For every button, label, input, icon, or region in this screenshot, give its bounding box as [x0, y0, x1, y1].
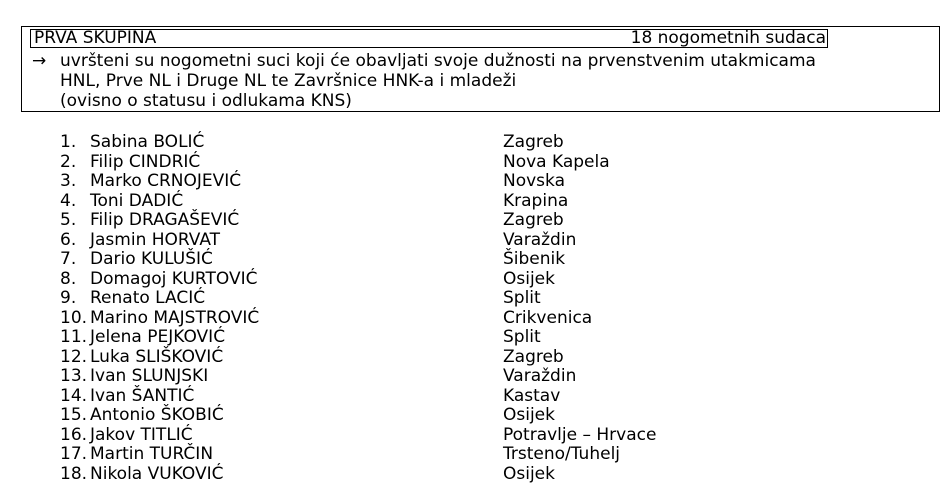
referee-name: Renato LACIĆ	[90, 288, 206, 308]
referee-city: Osijek	[503, 405, 555, 425]
referee-city: Zagreb	[503, 132, 564, 152]
referee-number: 4.	[60, 190, 77, 211]
referee-number: 7.	[60, 249, 77, 269]
referee-name: Filip CINDRIĆ	[90, 151, 201, 172]
referee-name: Jelena PEJKOVIĆ	[90, 327, 226, 347]
referee-name: Nikola VUKOVIĆ	[90, 463, 224, 484]
referee-city: Split	[503, 288, 541, 308]
description-line	[32, 51, 816, 71]
referee-number: 8.	[60, 268, 77, 289]
referee-number: 6.	[60, 229, 77, 250]
referee-number: 16.	[60, 424, 88, 445]
referee-name: Marko CRNOJEVIĆ	[90, 171, 242, 191]
referee-city: Kastav	[503, 385, 561, 406]
referee-number: 18.	[60, 463, 88, 484]
referee-number: 12.	[60, 346, 88, 367]
referee-city: Potravlje – Hrvace	[503, 424, 657, 445]
description-text: (ovisno o statusu i odlukama KNS)	[60, 91, 352, 111]
referee-city: Novska	[503, 171, 565, 191]
referee-name: Filip DRAGAŠEVIĆ	[90, 210, 240, 230]
group-description	[32, 51, 816, 111]
referee-number: 1.	[60, 132, 77, 152]
referee-number: 5.	[60, 210, 77, 230]
referee-city: Varaždin	[503, 229, 577, 250]
description-text: uvršteni su nogometni suci koji će obavljati svoje dužnosti na prvenstvenim utakmicama	[60, 51, 816, 71]
referee-name: Marino MAJSTROVIĆ	[90, 307, 260, 328]
referee-number: 11.	[60, 327, 88, 347]
arrow-icon: →	[32, 51, 47, 71]
group-title-bar	[30, 29, 828, 48]
referee-city: Zagreb	[503, 210, 564, 230]
referee-name: Martin TURČIN	[90, 444, 214, 464]
referee-number: 14.	[60, 385, 88, 406]
referee-name: Antonio ŠKOBIĆ	[90, 405, 224, 425]
referee-name: Domagoj KURTOVIĆ	[90, 268, 258, 289]
referee-name: Luka SLIŠKOVIĆ	[90, 346, 224, 367]
referee-city: Nova Kapela	[503, 151, 610, 172]
referee-number: 17.	[60, 444, 88, 464]
referee-number: 9.	[60, 288, 77, 308]
referee-name: Ivan ŠANTIĆ	[90, 385, 195, 406]
referee-city: Šibenik	[503, 249, 566, 269]
group-title: PRVA SKUPINA	[34, 28, 157, 48]
referee-number: 13.	[60, 366, 88, 386]
group-header-box	[21, 26, 940, 112]
referee-number: 2.	[60, 151, 77, 172]
description-line	[32, 71, 816, 91]
description-line	[32, 91, 816, 111]
description-text: HNL, Prve NL i Druge NL te Završnice HNK-a i mladeži	[60, 71, 517, 91]
referee-name: Ivan SLUNJSKI	[90, 366, 209, 386]
referee-name: Dario KULUŠIĆ	[90, 249, 213, 269]
referee-name: Jakov TITLIĆ	[90, 424, 193, 445]
referee-city: Trsteno/Tuhelj	[503, 444, 621, 464]
referee-number: 15.	[60, 405, 88, 425]
referee-number: 3.	[60, 171, 77, 191]
referee-name: Sabina BOLIĆ	[90, 132, 205, 152]
referee-city: Osijek	[503, 268, 555, 289]
referee-name: Jasmin HORVAT	[90, 229, 221, 250]
referee-city: Varaždin	[503, 366, 577, 386]
referee-city: Osijek	[503, 463, 555, 484]
referee-city: Split	[503, 327, 541, 347]
referee-city: Zagreb	[503, 346, 564, 367]
referee-number: 10.	[60, 307, 88, 328]
referee-name: Toni DADIĆ	[90, 190, 184, 211]
group-count: 18 nogometnih sudaca	[630, 28, 826, 48]
referee-city: Krapina	[503, 190, 569, 211]
referee-city: Crikvenica	[503, 307, 593, 328]
